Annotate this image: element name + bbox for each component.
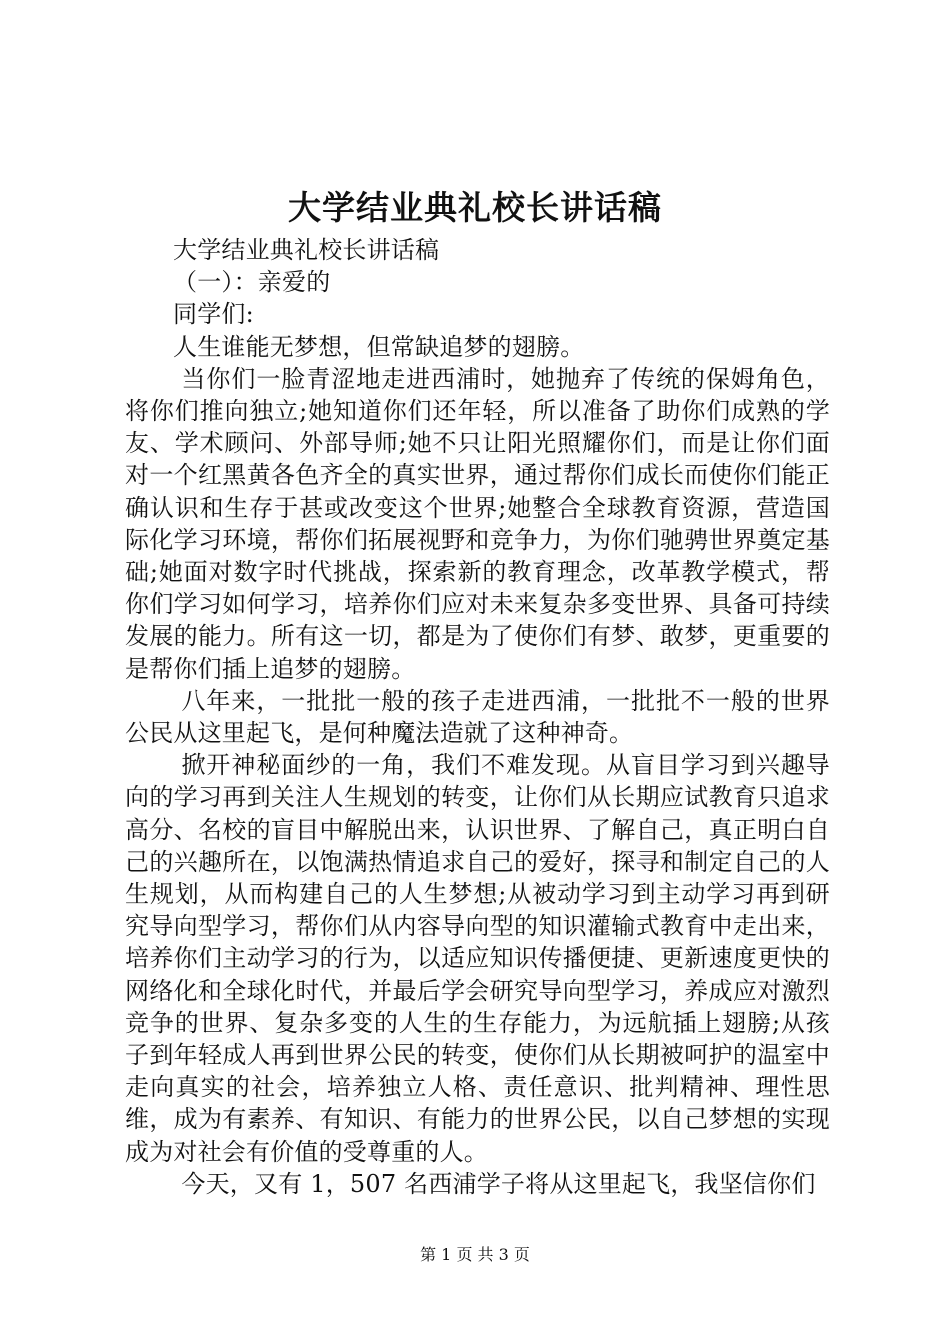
page-number-footer: 第 1 页 共 3 页: [420, 1245, 530, 1264]
document-body: [125, 234, 830, 1200]
paragraph-body: 今天，又有 1，507 名西浦学子将从这里起飞，我坚信你们: [181, 1169, 816, 1198]
paragraph-subtitle: 大学结业典礼校长讲话稿: [173, 236, 440, 264]
document-title: 大学结业典礼校长讲话稿: [288, 188, 662, 227]
paragraph-body: 掀开神秘面纱的一角，我们不难发现。从盲目学习到兴趣导向的学习再到关注人生规划的转变，让你们从长期应试教育只追求高分、名校的盲目中解脱出来，认识世界、了解自己，真正明白自己的兴趣所在，以饱满热情追求自己的爱好，探寻和制定自己的人生规划，从而构建自己的人生梦想;从被动学习到主动学习再到研究导向型学习，帮你们从内容导向型的知识灌输式教育中走出来，培养你们主动学习的行为，以适应知识传播便捷、更新速度更快的网络化和全球化时代，并最后学会研究导向型学习，养成应对激烈竞争的世界、复杂多变的人生的生存能力，为远航插上翅膀;从孩子到年轻成人再到世界公民的转变，使你们从长期被呵护的温室中走向真实的社会，培养独立人格、责任意识、批判精神、理性思维，成为有素养、有知识、有能力的世界公民，以自己梦想的实现成为对社会有价值的受尊重的人。: [125, 751, 830, 1166]
paragraph-body: 八年来，一批批一般的孩子走进西浦，一批批不一般的世界公民从这里起飞，是何种魔法造就了这种神奇。: [125, 686, 830, 748]
paragraph-salutation: 同学们:: [173, 300, 254, 329]
paragraph-section-heading: （一）：亲爱的: [173, 268, 331, 297]
paragraph-body: 当你们一脸青涩地走进西浦时，她抛弃了传统的保姆角色，将你们推向独立;她知道你们还年轻，所以准备了助你们成熟的学友、学术顾问、外部导师;她不只让阳光照耀你们，而是让你们面对一个红黑黄各色齐全的真实世界，通过帮你们成长而使你们能正确认识和生存于甚或改变这个世界;她整合全球教育资源，营造国际化学习环境，帮你们拓展视野和竞争力，为你们驰骋世界奠定基础;她面对数字时代挑战，探索新的教育理念，改革教学模式，帮你们学习如何学习，培养你们应对未来复杂多变世界、具备可持续发展的能力。所有这一切，都是为了使你们有梦、敢梦，更重要的是帮你们插上追梦的翅膀。: [125, 364, 830, 683]
paragraph-opening-line: 人生谁能无梦想，但常缺追梦的翅膀。: [173, 332, 585, 361]
